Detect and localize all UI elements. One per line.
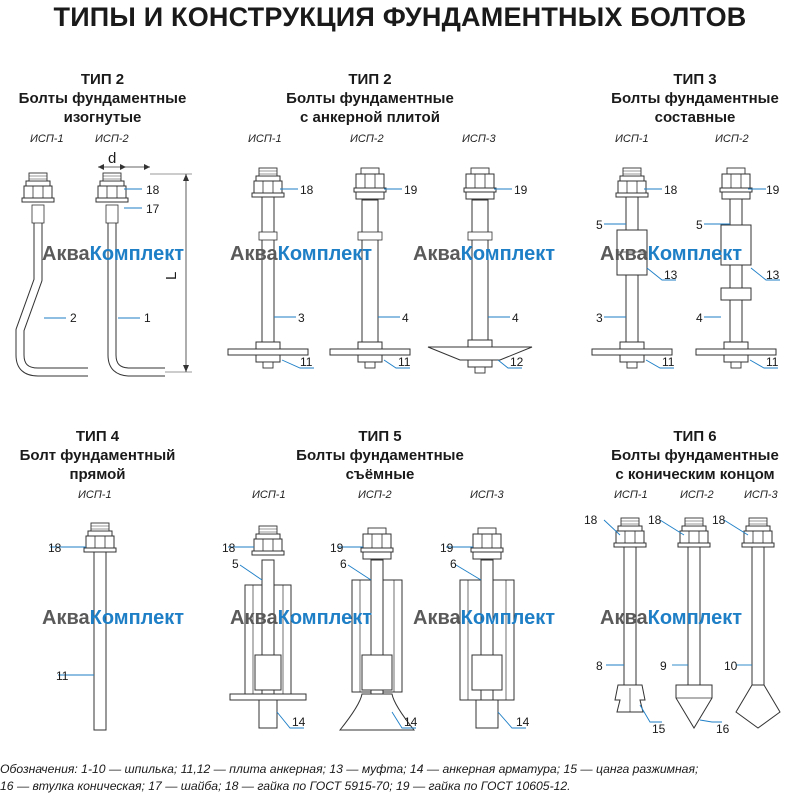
callout-label: 19 [766, 183, 780, 197]
group-line1: Болты фундаментные [611, 90, 779, 107]
isp-label: ИСП-2 [350, 133, 384, 145]
bolt-composite-isp1 [592, 168, 672, 368]
callout-label: 14 [516, 715, 530, 729]
group-line1: Болты фундаментные [18, 90, 187, 107]
isp-label: ИСП-1 [615, 133, 649, 145]
group-line2: с анкерной плитой [300, 109, 440, 126]
callout-label: 13 [664, 268, 678, 282]
callout-label: 18 [664, 183, 678, 197]
isp-label: ИСП-1 [252, 489, 286, 501]
bolt-composite-isp2 [696, 168, 776, 368]
callout-label: 11 [662, 355, 675, 369]
watermark: АкваКомплект [230, 243, 373, 265]
group-type: ТИП 2 [348, 71, 392, 88]
callout-label: 11 [766, 355, 779, 369]
callout-label: 17 [146, 202, 160, 216]
isp-label: ИСП-3 [744, 489, 778, 501]
group-type: ТИП 2 [80, 71, 125, 88]
callout-label: 19 [440, 541, 454, 555]
isp-label: ИСП-1 [30, 133, 64, 145]
group-type: ТИП 6 [673, 428, 717, 445]
callout-label: 5 [232, 557, 239, 571]
callout-label: 11 [398, 355, 411, 369]
callout-label: 13 [766, 268, 780, 282]
watermark: АкваКомплект [230, 607, 373, 629]
callout-label: 10 [724, 659, 738, 673]
callout-label: 11 [56, 669, 69, 683]
legend [0, 761, 800, 795]
bolt-plate-isp3 [428, 168, 532, 373]
group-type: ТИП 5 [358, 428, 402, 445]
group-type: ТИП 4 [75, 428, 120, 445]
callout-label: 9 [660, 659, 667, 673]
callout-label: 6 [450, 557, 457, 571]
watermark: АкваКомплект [42, 243, 185, 265]
callout-label: 3 [596, 311, 603, 325]
group-line2: составные [654, 109, 736, 126]
callout-label: 4 [696, 311, 703, 325]
watermark: АкваКомплект [413, 607, 556, 629]
group-line2: изогнутые [63, 109, 142, 126]
isp-label: ИСП-1 [248, 133, 282, 145]
callout-label: 18 [300, 183, 314, 197]
callout-label: 15 [652, 722, 666, 736]
callout-label: 16 [716, 722, 730, 736]
bolt-plate-isp2 [330, 168, 410, 368]
watermark: АкваКомплект [413, 243, 556, 265]
callout-label: 6 [340, 557, 347, 571]
watermark: АкваКомплект [600, 607, 743, 629]
callout-label: 1 [144, 311, 151, 325]
callout-label: 18 [48, 541, 62, 555]
group-line1: Болты фундаментные [611, 447, 779, 464]
callout-label: 18 [584, 513, 598, 527]
legend-line1: Обозначения: 1-10 — шпилька; 11,12 — плита анкерная; 13 — муфта; 14 — анкерная арматура; 15 — цанга разжимная; [0, 762, 699, 776]
isp-label: ИСП-2 [715, 133, 749, 145]
watermark: АкваКомплект [42, 607, 185, 629]
isp-label: ИСП-3 [462, 133, 496, 145]
callout-label: 2 [70, 311, 77, 325]
callout-label: 8 [596, 659, 603, 673]
callout-label: 5 [696, 218, 703, 232]
group-line2: с коническим концом [615, 466, 775, 483]
bolt-plate-isp1 [228, 168, 308, 368]
group-line1: Болты фундаментные [286, 90, 454, 107]
bolt-bent-isp1 [20, 173, 88, 372]
callout-label: 14 [292, 715, 306, 729]
isp-label: ИСП-1 [78, 489, 112, 501]
isp-label: ИСП-2 [95, 133, 129, 145]
callout-label: 18 [146, 183, 160, 197]
isp-label: ИСП-3 [470, 489, 504, 501]
callout-label: 3 [298, 311, 305, 325]
isp-label: ИСП-1 [614, 489, 648, 501]
callout-label: 4 [402, 311, 409, 325]
callout-label: 14 [404, 715, 418, 729]
watermark: АкваКомплект [600, 243, 743, 265]
page-title: ТИПЫ И КОНСТРУКЦИЯ ФУНДАМЕНТНЫХ БОЛТОВ [53, 2, 747, 32]
callout-label: 18 [648, 513, 662, 527]
bolt-conical-isp3 [736, 518, 780, 728]
callout-label: 5 [596, 218, 603, 232]
group-line1: Болт фундаментный [19, 447, 176, 464]
legend-line2: 16 — втулка коническая; 17 — шайба; 18 — гайка по ГОСТ 5915-70; 19 — гайка по ГОСТ 10605-12. [0, 779, 571, 793]
callout-label: 12 [510, 355, 524, 369]
callout-label: 19 [330, 541, 344, 555]
group-line1: Болты фундаментные [296, 447, 464, 464]
dimension-L-label: L [163, 271, 180, 280]
dimension-d-label: d [108, 150, 117, 167]
group-line2: съёмные [345, 466, 415, 483]
group-line2: прямой [69, 466, 126, 483]
isp-label: ИСП-2 [680, 489, 714, 501]
callout-label: 11 [300, 355, 313, 369]
group-type: ТИП 3 [673, 71, 717, 88]
callout-label: 4 [512, 311, 519, 325]
callout-label: 18 [712, 513, 726, 527]
isp-label: ИСП-2 [358, 489, 392, 501]
callout-label: 19 [404, 183, 418, 197]
dimension-d [98, 150, 150, 170]
callout-label: 18 [222, 541, 236, 555]
callout-label: 19 [514, 183, 528, 197]
